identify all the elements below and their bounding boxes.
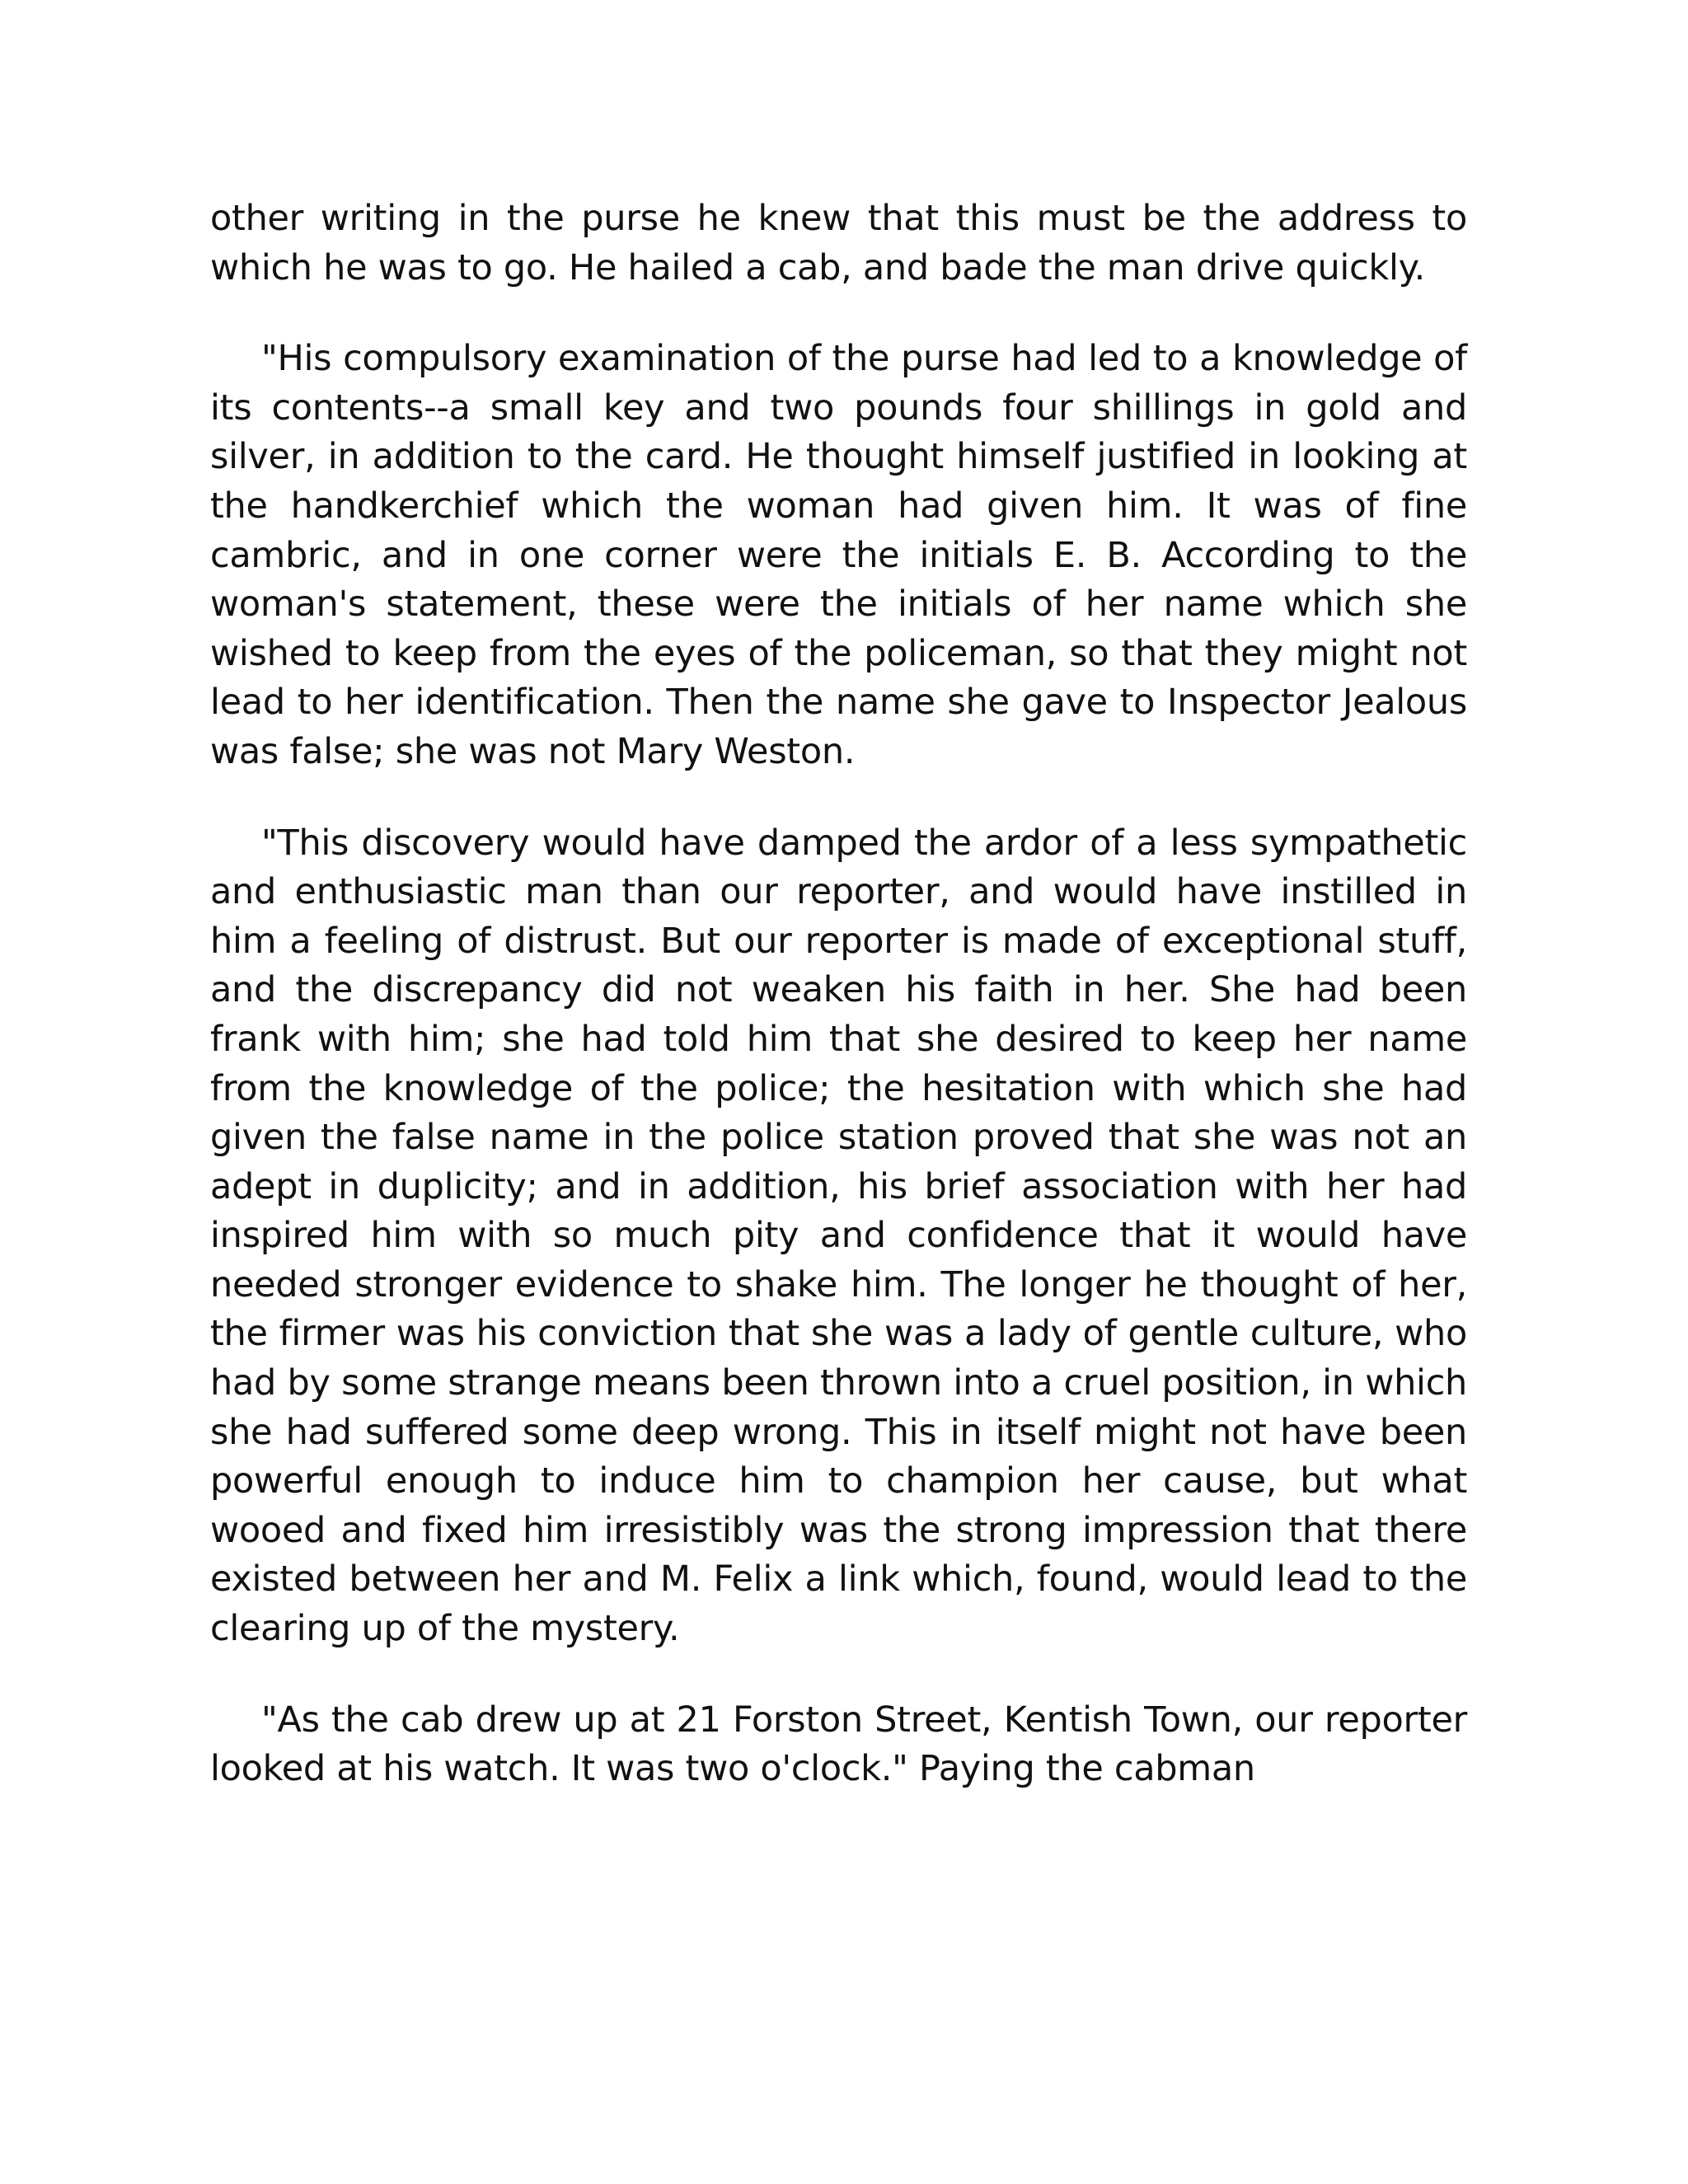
document-page — [210, 194, 1467, 1794]
paragraph-4: "As the cab drew up at 21 Forston Street, Kentish Town, our reporter looked at his watch. It was two o'clock." Paying the cabman — [210, 1699, 1467, 1790]
paragraph-1: other writing in the purse he knew that this must be the address to which he was to go. He hailed a cab, and bade the man drive quickly. — [210, 198, 1467, 288]
paragraph-3: "This discovery would have damped the ardor of a less sympathetic and enthusiastic man than our reporter, and would have instilled in him a feeling of distrust. But our reporter is made of exceptional stuff, and the discrepancy did not weaken his faith in her. She had been frank with him; she had told him that she desired to keep her name from the knowledge of the police; the hesitation with which she had given the false name in the police station proved that she was not an adept in duplicity; and in addition, his brief association with her had inspired him with so much pity and confidence that it would have needed stronger evidence to shake him. The longer he thought of her, the firmer was his conviction that she was a lady of gentle culture, who had by some strange means been thrown into a cruel position, in which she had suffered some deep wrong. This in itself might not have been powerful enough to induce him to champion her cause, but what wooed and fixed him irresistibly was the strong impression that there existed between her and M. Felix a link which, found, would lead to the clearing up of the mystery. — [210, 822, 1467, 1650]
paragraph-2: "His compulsory examination of the purse had led to a knowledge of its contents--a small key and two pounds four shillings in gold and silver, in addition to the card. He thought himself justified in looking at the handkerchief which the woman had given him. It was of fine cambric, and in one corner were the initials E. B. According to the woman's statement, these were the initials of her name which she wished to keep from the eyes of the policeman, so that they might not lead to her identification. Then the name she gave to Inspector Jealous was false; she was not Mary Weston. — [210, 338, 1467, 772]
